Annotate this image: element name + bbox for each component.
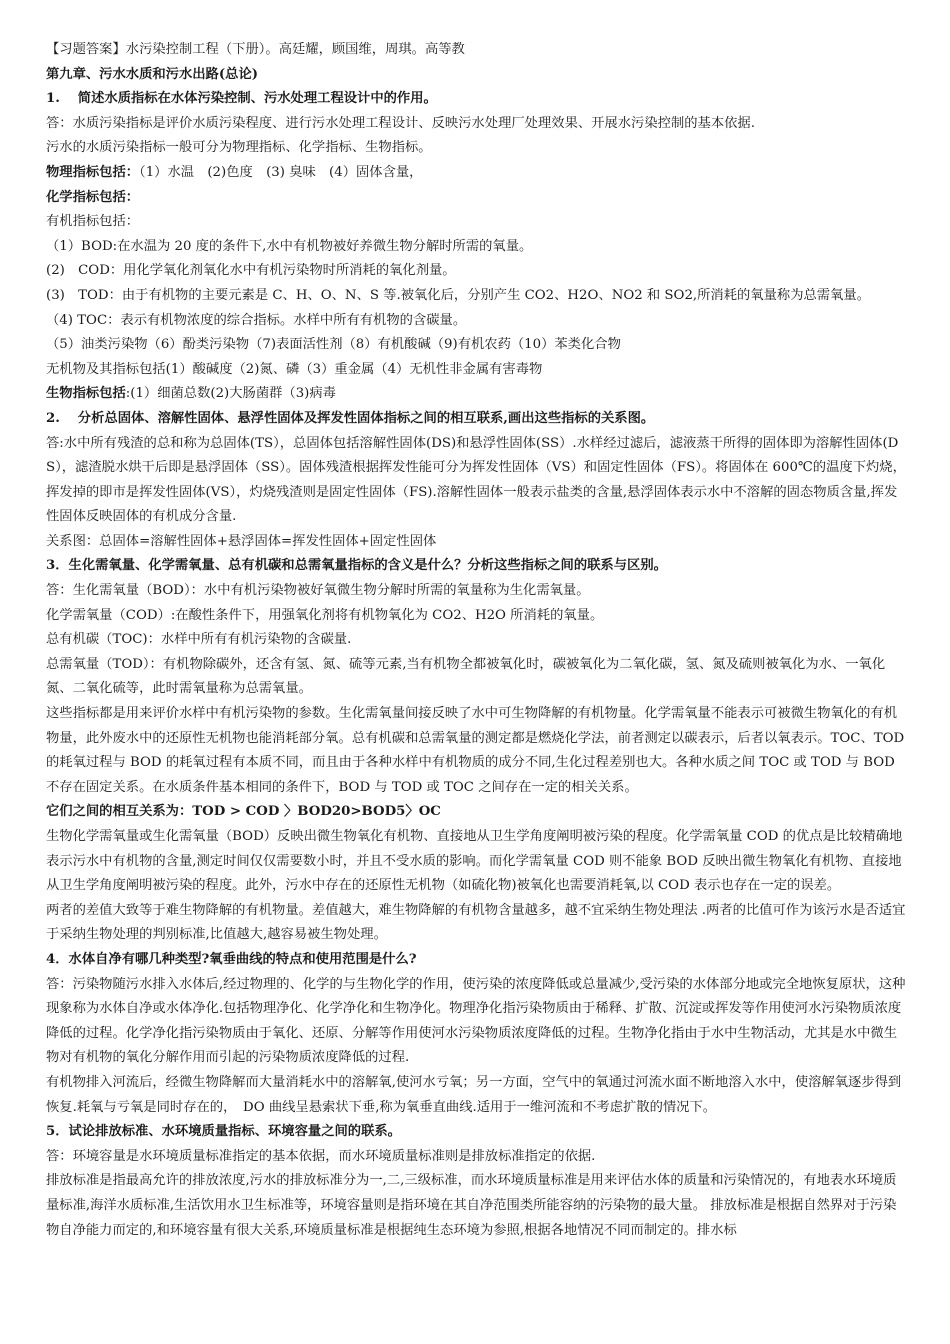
question-5-title: 5．试论排放标准、水环境质量指标、环境容量之间的联系。 — [46, 1124, 401, 1140]
q2-answer-1: 答:水中所有残渣的总和称为总固体(TS），总固体包括溶解性固体(DS)和悬浮性固体(SS）.水样经过滤后，滤液蒸干所得的固体即为溶解性固体(DS），滤渣脱水烘干后即是悬浮固体（SS）。固体残渣根据挥发性能可分为挥发性固体（VS）和固定性固体（FS）。将固体在 600℃的温度下灼烧，挥发掉的即市是挥发性固体(VS），灼烧残渣则是固定性固体（FS).溶解性固体一般表示盐类的含量,悬浮固体表示水中不溶解的固态物质含量,挥发性固体反映固体的有机成分含量. — [46, 435, 906, 525]
q4-answer-1: 答：污染物随污水排入水体后,经过物理的、化学的与生物化学的作用，使污染的浓度降低或总量减少,受污染的水体部分地或完全地恢复原状，这种现象称为水体自净或水体净化.包括物理净化、化学净化和生物净化。物理净化指污染物质由于稀释、扩散、沉淀或挥发等作用使河水污染物质浓度降低的过程。化学净化指污染物质由于氧化、还原、分解等作用使河水污染物质浓度降低的过程。生物净化指由于水中生物活动，尤其是水中微生物对有机物的氧化分解作用而引起的污染物质浓度降低的过程. — [46, 976, 906, 1066]
question-4-title: 4．水体自净有哪几种类型?氧垂曲线的特点和使用范围是什么? — [46, 951, 417, 967]
q1-organic-label: 有机指标包括： — [46, 214, 140, 230]
q1-answer-1: 答：水质污染指标是评价水质污染程度、进行污水处理工程设计、反映污水处理厂处理效果、开展水污染控制的基本依据. — [46, 115, 755, 131]
q1-inorganic: 无机物及其指标包括(1）酸碱度（2)氮、磷（3）重金属（4）无机性非金属有害毒物 — [46, 361, 543, 377]
q3-relation: 它们之间的相互关系为：TOD > COD 〉BOD20>BOD5〉OC — [46, 804, 441, 820]
q1-cod: (2) COD：用化学氧化剂氧化水中有机污染物时所消耗的氧化剂量。 — [46, 263, 456, 279]
chapter-title: 第九章、污水水质和污水出路(总论) — [46, 66, 259, 82]
question-3-title: 3．生化需氧量、化学需氧量、总有机碳和总需氧量指标的含义是什么？分析这些指标之间的联系与区别。 — [46, 558, 667, 574]
q3-comparison: 这些指标都是用来评价水样中有机污染物的参数。生化需氧量间接反映了水中可生物降解的有机物量。化学需氧量不能表示可被微生物氧化的有机物量，此外废水中的还原性无机物也能消耗部分氧。总有机碳和总需氧量的测定都是燃烧化学法，前者测定以碳表示，后者以氧表示。TOC、TOD 的耗氧过程与 BOD 的耗氧过程有本质不同，而且由于各种水样中有机物质的成分不同,生化过程差别也大。各种水质之间 TOC 或 TOD 与 BOD 不存在固定关系。在水质条件基本相同的条件下，BOD 与 TOD 或 TOC 之间存在一定的相关关系。 — [46, 706, 905, 795]
q1-other-organics: （5）油类污染物（6）酚类污染物（7)表面活性剂（8）有机酸碱（9)有机农药（10）苯类化合物 — [46, 337, 621, 353]
q1-chemical-label: 化学指标包括： — [46, 189, 140, 205]
biological-list: :(1）细菌总数(2)大肠菌群（3)病毒 — [125, 386, 336, 402]
q2-relation: 关系图：总固体=溶解性固体+悬浮固体=挥发性固体+固定性固体 — [46, 533, 437, 549]
q1-answer-2: 污水的水质污染指标一般可分为物理指标、化学指标、生物指标。 — [46, 140, 432, 156]
physical-list: （1）水温 (2)色度 (3) 臭味 (4）固体含量， — [139, 164, 423, 180]
question-1-title: 1. 简述水质指标在水体污染控制、污水处理工程设计中的作用。 — [46, 91, 437, 107]
q5-answer-2: 排放标准是指最高允许的排放浓度,污水的排放标准分为一,二,三级标准，而水环境质量标准是用来评估水体的质量和污染情况的，有地表水环境质量标准,海洋水质标准,生活饮用水卫生标准等，环境容量则是指环境在其自净范围类所能容纳的污染物的最大量。 排放标准是根据自然界对于污染物自净能力而定的,和环境容量有很大关系,环境质量标准是根据纯生态环境为参照,根据各地情况不同而制定的。排水标 — [46, 1173, 897, 1238]
q3-cod: 化学需氧量（COD）:在酸性条件下，用强氧化剂将有机物氧化为 CO2、H2O 所消耗的氧量。 — [46, 607, 604, 623]
question-2-title: 2. 分析总固体、溶解性固体、悬浮性固体及挥发性固体指标之间的相互联系,画出这些指标的关系图。 — [46, 410, 655, 426]
q5-answer-1: 答：环境容量是水环境质量标准指定的基本依据，而水环境质量标准则是排放标准指定的依据. — [46, 1148, 596, 1164]
q3-tod: 总需氧量（TOD）：有机物除碳外，还含有氢、氮、硫等元素,当有机物全都被氧化时，碳被氧化为二氧化碳，氢、氮及硫则被氧化为水、一氧化氮、二氧化硫等，此时需氧量称为总需氧量。 — [46, 656, 886, 697]
q3-difference: 两者的差值大致等于难生物降解的有机物量。差值越大，难生物降解的有机物含量越多，越不宜采纳生物处理法 .两者的比值可作为该污水是否适宜于采纳生物处理的判别标准,比值越大,越容易被生物处理。 — [46, 902, 906, 943]
physical-label: 物理指标包括： — [46, 164, 140, 180]
document-header: 【习题答案】水污染控制工程（下册）。高廷耀，顾国维，周琪。高等教 — [46, 42, 465, 57]
q3-bod: 答：生化需氧量（BOD）：水中有机污染物被好氧微生物分解时所需的氧量称为生化需氧量。 — [46, 583, 590, 599]
q3-toc: 总有机碳（TOC)：水样中所有有机污染物的含碳量. — [46, 632, 352, 648]
q3-bod-cod-detail: 生物化学需氧量或生化需氧量（BOD）反映出微生物氧化有机物、直接地从卫生学角度阐明被污染的程度。化学需氧量 COD 的优点是比较精确地表示污水中有机物的含量,测定时间仅仅需要数小时，并且不受水质的影响。而化学需氧量 COD 则不能象 BOD 反映出微生物氧化有机物、直接地从卫生学角度阐明被污染的程度。此外，污水中存在的还原性无机物（如硫化物)被氧化也需要消耗氧,以 COD 表示也存在一定的误差。 — [46, 829, 903, 894]
q4-answer-2: 有机物排入河流后，经微生物降解而大量消耗水中的溶解氧,使河水亏氧；另一方面，空气中的氧通过河流水面不断地溶入水中，使溶解氧逐步得到恢复.耗氧与亏氧是同时存在的， DO 曲线呈悬索状下垂,称为氧垂直曲线.适用于一维河流和不考虑扩散的情况下。 — [46, 1074, 902, 1115]
q1-toc: （4) TOC：表示有机物浓度的综合指标。水样中所有有机物的含碳量。 — [46, 312, 467, 328]
q1-bod: （1）BOD:在水温为 20 度的条件下,水中有机物被好养微生物分解时所需的氧量。 — [46, 238, 533, 254]
biological-label: 生物指标包括 — [46, 386, 126, 402]
q1-tod: (3) TOD：由于有机物的主要元素是 C、H、O、N、S 等.被氧化后，分别产生 CO2、H2O、NO2 和 SO2,所消耗的氧量称为总需氧量。 — [46, 287, 870, 303]
q1-physical-indicators — [46, 161, 906, 186]
q1-biological-indicators — [46, 382, 906, 407]
